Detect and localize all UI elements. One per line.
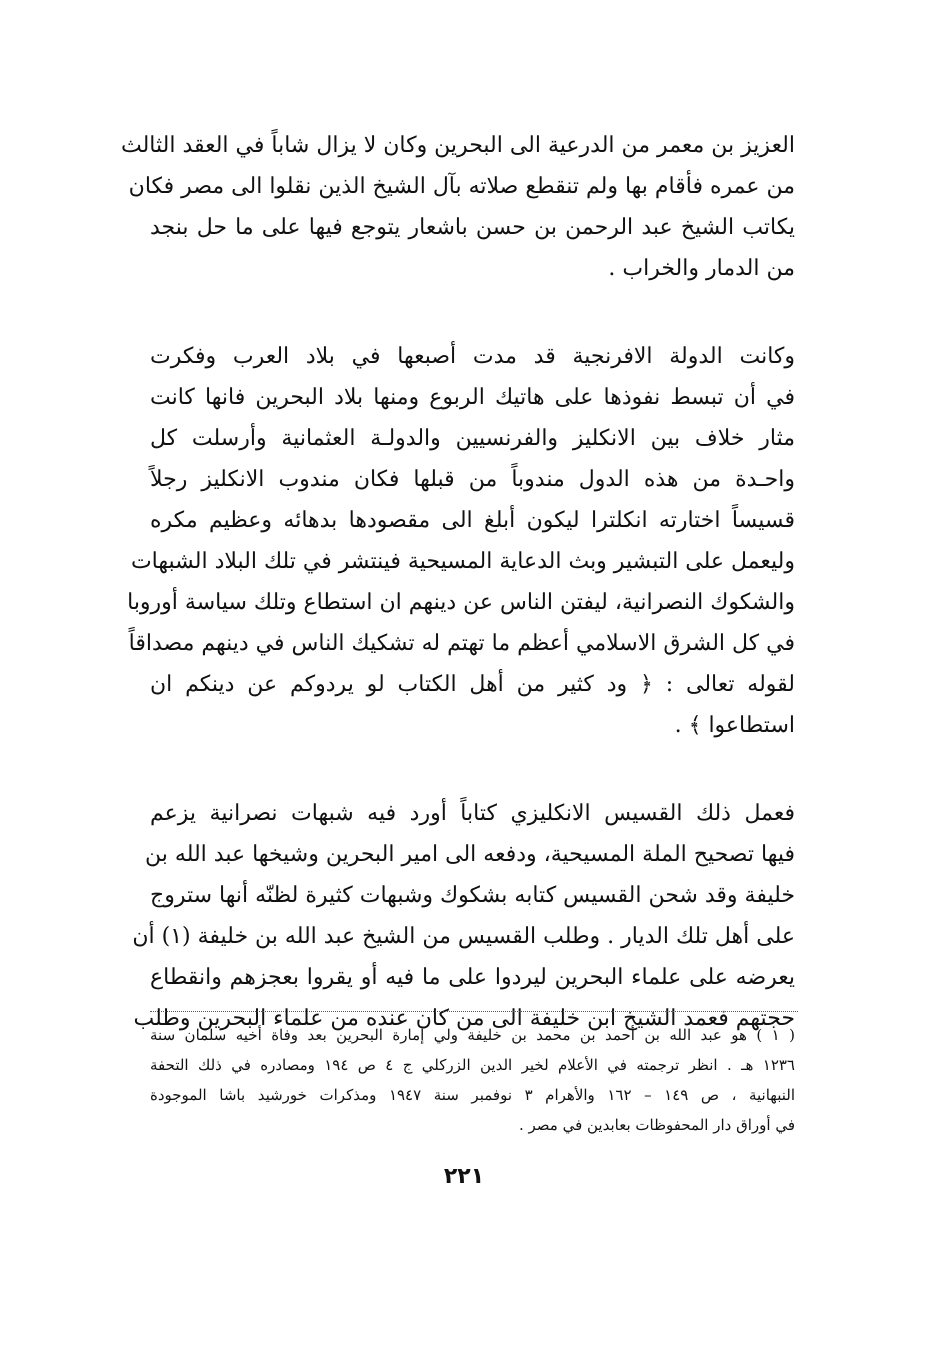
text-line: فيها تصحيح الملة المسيحية، ودفعه الى امير البحرين وشيخها عبد الله بن xyxy=(145,842,795,867)
text-line: حجتهم فعمد الشيخ ابن خليفة الى من كان عنده من علماء البحرين وطلب xyxy=(133,1006,795,1031)
paragraph-gap xyxy=(150,289,795,336)
text-line: لقوله تعالى : ﴿ ود كثير من أهل الكتاب لو يردوكم عن دينكم ان xyxy=(150,672,795,697)
text-line: استطاعوا ﴾ . xyxy=(674,713,795,738)
main-text xyxy=(120,125,795,1039)
text-line: من عمره فأقام بها ولم تنقطع صلاته بآل الشيخ الذين نقلوا الى مصر فكان xyxy=(128,174,795,199)
text-line: مثار خلاف بين الانكليز والفرنسيين والدولـة العثمانية وأرسلت كل xyxy=(150,426,795,451)
footnote-line: في أوراق دار المحفوظات بعابدين في مصر . xyxy=(518,1116,795,1134)
text-line: العزيز بن معمر من الدرعية الى البحرين وكان لا يزال شاباً في العقد الثالث xyxy=(120,133,795,158)
text-line: قسيساً اختارته انكلترا ليكون أبلغ الى مقصودها بدهائه وعظيم مكره xyxy=(150,508,795,533)
text-line: في أن تبسط نفوذها على هاتيك الربوع ومنها بلاد البحرين فانها كانت xyxy=(150,385,795,410)
footnotes xyxy=(150,1020,795,1140)
paragraph-1 xyxy=(120,125,795,289)
text-line: فعمل ذلك القسيس الانكليزي كتاباً أورد فيه شبهات نصرانية يزعم xyxy=(150,801,795,826)
footnote-line: ١٢٣٦ هـ . انظر ترجمته في الأعلام لخير الدين الزركلي ج ٤ ص ١٩٤ ومصادره في ذلك التحفة xyxy=(150,1056,795,1074)
page-number: ٢٢١ xyxy=(443,1164,485,1189)
text-line: خليفة وقد شحن القسيس كتابه بشكوك وشبهات كثيرة لظنّه أنها ستروج xyxy=(150,883,795,908)
text-line: وليعمل على التبشير وبث الدعاية المسيحية فينتشر في تلك البلاد الشبهات xyxy=(130,549,795,574)
text-line: على أهل تلك الديار . وطلب القسيس من الشيخ عبد الله بن خليفة (١) أن xyxy=(132,924,795,949)
text-line: والشكوك النصرانية، ليفتن الناس عن دينهم ان استطاع وتلك سياسة أوروبا xyxy=(127,590,795,615)
text-line: واحـدة من هذه الدول مندوباً من قبلها فكان مندوب الانكليز رجلاً xyxy=(150,467,795,492)
text-line: وكانت الدولة الافرنجية قد مدت أصبعها في بلاد العرب وفكرت xyxy=(150,344,795,369)
paragraph-gap xyxy=(150,746,795,793)
text-line: يعرضه على علماء البحرين ليردوا على ما فيه أو يقروا بعجزهم وانقطاع xyxy=(150,965,795,990)
text-line: في كل الشرق الاسلامي أعظم ما تهتم له تشكيك الناس في دينهم مصداقاً xyxy=(128,631,795,656)
paragraph-3 xyxy=(132,793,795,1039)
paragraph-2 xyxy=(127,336,795,746)
footnote-line: ( ١ ) هو عبد الله بن أحمد بن محمد بن خليفة ولي إمارة البحرين بعد وفاة أخيه سلمان سنة xyxy=(150,1026,795,1044)
footnote-line: النبهانية ، ص ١٤٩ – ١٦٢ والأهرام ٣ نوفمبر سنة ١٩٤٧ ومذكرات خورشيد باشا الموجودة xyxy=(150,1086,795,1104)
text-line: من الدمار والخراب . xyxy=(608,256,795,281)
text-line: يكاتب الشيخ عبد الرحمن بن حسن باشعار يتوجع فيها على ما حل بنجد xyxy=(150,215,795,240)
footnote-divider xyxy=(150,1011,798,1012)
